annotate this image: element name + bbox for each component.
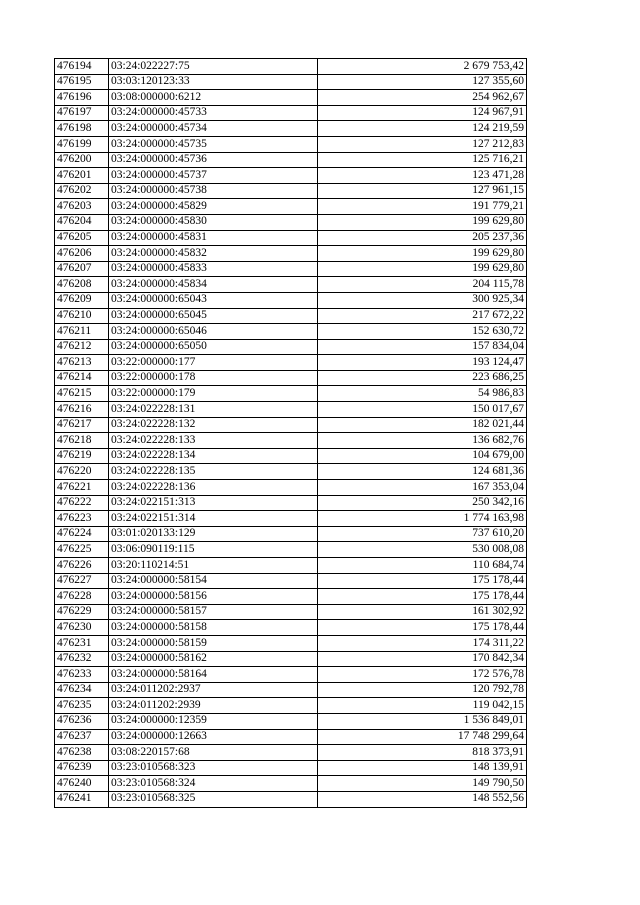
cadastral-number-cell: 03:24:000000:65046 [109, 324, 318, 340]
cadastral-number-cell: 03:08:220157:68 [109, 745, 318, 761]
cadastral-value-cell: 205 237,36 [318, 230, 527, 246]
row-number-cell: 476236 [55, 713, 109, 729]
table-row [55, 59, 527, 75]
cadastral-number-cell: 03:24:000000:58158 [109, 620, 318, 636]
row-number-cell: 476240 [55, 776, 109, 792]
row-number-cell: 476241 [55, 791, 109, 807]
row-number-cell: 476218 [55, 433, 109, 449]
cadastral-number-cell: 03:22:000000:178 [109, 370, 318, 386]
cadastral-value-cell: 1 536 849,01 [318, 713, 527, 729]
row-number-cell: 476224 [55, 526, 109, 542]
row-number-cell: 476233 [55, 667, 109, 683]
cadastral-value-cell: 172 576,78 [318, 667, 527, 683]
cadastral-value-cell: 125 716,21 [318, 152, 527, 168]
cadastral-value-cell: 124 681,36 [318, 464, 527, 480]
cadastral-value-cell: 161 302,92 [318, 604, 527, 620]
table-row [55, 355, 527, 371]
table-row [55, 183, 527, 199]
table-row [55, 90, 527, 106]
cadastral-value-cell: 199 629,80 [318, 246, 527, 262]
cadastral-number-cell: 03:24:022228:132 [109, 417, 318, 433]
table-row [55, 152, 527, 168]
table-row [55, 261, 527, 277]
cadastral-number-cell: 03:24:000000:45834 [109, 277, 318, 293]
table-row [55, 324, 527, 340]
cadastral-number-cell: 03:24:000000:45735 [109, 136, 318, 152]
table-row [55, 526, 527, 542]
row-number-cell: 476209 [55, 292, 109, 308]
table-row [55, 246, 527, 262]
cadastral-number-cell: 03:24:000000:45831 [109, 230, 318, 246]
row-number-cell: 476239 [55, 760, 109, 776]
table-row [55, 230, 527, 246]
table-row [55, 620, 527, 636]
cadastral-value-cell: 152 630,72 [318, 324, 527, 340]
row-number-cell: 476229 [55, 604, 109, 620]
table-row [55, 386, 527, 402]
row-number-cell: 476222 [55, 495, 109, 511]
row-number-cell: 476220 [55, 464, 109, 480]
cadastral-number-cell: 03:24:022227:75 [109, 59, 318, 75]
row-number-cell: 476195 [55, 74, 109, 90]
cadastral-value-cell: 148 139,91 [318, 760, 527, 776]
row-number-cell: 476206 [55, 246, 109, 262]
row-number-cell: 476203 [55, 199, 109, 215]
row-number-cell: 476216 [55, 402, 109, 418]
row-number-cell: 476196 [55, 90, 109, 106]
cadastral-number-cell: 03:23:010568:324 [109, 776, 318, 792]
table-row [55, 667, 527, 683]
cadastral-value-cell: 167 353,04 [318, 480, 527, 496]
cadastral-number-cell: 03:24:000000:45830 [109, 214, 318, 230]
cadastral-value-cell: 150 017,67 [318, 402, 527, 418]
row-number-cell: 476217 [55, 417, 109, 433]
table-row [55, 214, 527, 230]
row-number-cell: 476213 [55, 355, 109, 371]
table-row [55, 791, 527, 807]
cadastral-number-cell: 03:24:000000:58157 [109, 604, 318, 620]
table-row [55, 339, 527, 355]
row-number-cell: 476235 [55, 698, 109, 714]
cadastral-value-cell: 136 682,76 [318, 433, 527, 449]
cadastral-number-cell: 03:24:000000:45736 [109, 152, 318, 168]
cadastral-value-cell: 175 178,44 [318, 589, 527, 605]
table-row [55, 168, 527, 184]
cadastral-number-cell: 03:24:000000:45738 [109, 183, 318, 199]
row-number-cell: 476208 [55, 277, 109, 293]
cadastral-number-cell: 03:24:022228:131 [109, 402, 318, 418]
cadastral-value-cell: 175 178,44 [318, 573, 527, 589]
row-number-cell: 476219 [55, 448, 109, 464]
row-number-cell: 476204 [55, 214, 109, 230]
table-row [55, 495, 527, 511]
cadastral-number-cell: 03:24:022151:313 [109, 495, 318, 511]
table-row [55, 480, 527, 496]
row-number-cell: 476227 [55, 573, 109, 589]
table-row [55, 635, 527, 651]
table-row [55, 370, 527, 386]
cadastral-value-cell: 175 178,44 [318, 620, 527, 636]
cadastral-number-cell: 03:01:020133:129 [109, 526, 318, 542]
row-number-cell: 476197 [55, 105, 109, 121]
table-body [55, 59, 527, 808]
table-row [55, 776, 527, 792]
cadastral-value-cell: 120 792,78 [318, 682, 527, 698]
row-number-cell: 476225 [55, 542, 109, 558]
cadastral-value-cell: 149 790,50 [318, 776, 527, 792]
table-row [55, 589, 527, 605]
cadastral-number-cell: 03:24:022151:314 [109, 511, 318, 527]
cadastral-value-cell: 110 684,74 [318, 558, 527, 574]
cadastral-value-cell: 127 212,83 [318, 136, 527, 152]
row-number-cell: 476237 [55, 729, 109, 745]
cadastral-number-cell: 03:24:000000:45832 [109, 246, 318, 262]
cadastral-number-cell: 03:03:120123:33 [109, 74, 318, 90]
cadastral-value-cell: 204 115,78 [318, 277, 527, 293]
row-number-cell: 476232 [55, 651, 109, 667]
cadastral-value-cell: 530 008,08 [318, 542, 527, 558]
cadastral-value-cell: 199 629,80 [318, 261, 527, 277]
table-row [55, 542, 527, 558]
cadastral-number-cell: 03:24:000000:58162 [109, 651, 318, 667]
cadastral-number-cell: 03:23:010568:323 [109, 760, 318, 776]
cadastral-number-cell: 03:24:000000:45733 [109, 105, 318, 121]
cadastral-value-cell: 157 834,04 [318, 339, 527, 355]
cadastral-value-cell: 104 679,00 [318, 448, 527, 464]
cadastral-number-cell: 03:20:110214:51 [109, 558, 318, 574]
cadastral-number-cell: 03:24:000000:58154 [109, 573, 318, 589]
row-number-cell: 476234 [55, 682, 109, 698]
cadastral-value-cell: 17 748 299,64 [318, 729, 527, 745]
table-row [55, 745, 527, 761]
table-row [55, 417, 527, 433]
cadastral-value-cell: 127 355,60 [318, 74, 527, 90]
table-row [55, 402, 527, 418]
cadastral-number-cell: 03:24:000000:58156 [109, 589, 318, 605]
cadastral-number-cell: 03:24:000000:45734 [109, 121, 318, 137]
cadastral-number-cell: 03:24:000000:45737 [109, 168, 318, 184]
table-row [55, 729, 527, 745]
table-row [55, 433, 527, 449]
cadastral-value-cell: 254 962,67 [318, 90, 527, 106]
cadastral-number-cell: 03:24:000000:65043 [109, 292, 318, 308]
cadastral-number-cell: 03:24:022228:133 [109, 433, 318, 449]
cadastral-value-cell: 170 842,34 [318, 651, 527, 667]
cadastral-number-cell: 03:24:011202:2937 [109, 682, 318, 698]
cadastral-number-cell: 03:24:022228:136 [109, 480, 318, 496]
table-row [55, 698, 527, 714]
cadastral-value-cell: 123 471,28 [318, 168, 527, 184]
row-number-cell: 476212 [55, 339, 109, 355]
cadastral-number-cell: 03:23:010568:325 [109, 791, 318, 807]
table-row [55, 121, 527, 137]
cadastral-value-cell: 217 672,22 [318, 308, 527, 324]
row-number-cell: 476200 [55, 152, 109, 168]
row-number-cell: 476207 [55, 261, 109, 277]
cadastral-value-cell: 54 986,83 [318, 386, 527, 402]
cadastral-value-cell: 250 342,16 [318, 495, 527, 511]
cadastral-value-cell: 119 042,15 [318, 698, 527, 714]
row-number-cell: 476226 [55, 558, 109, 574]
cadastral-number-cell: 03:22:000000:179 [109, 386, 318, 402]
row-number-cell: 476194 [55, 59, 109, 75]
cadastral-number-cell: 03:24:011202:2939 [109, 698, 318, 714]
cadastral-number-cell: 03:06:090119:115 [109, 542, 318, 558]
table-row [55, 448, 527, 464]
table-row [55, 713, 527, 729]
cadastral-number-cell: 03:24:022228:135 [109, 464, 318, 480]
row-number-cell: 476214 [55, 370, 109, 386]
table-row [55, 308, 527, 324]
row-number-cell: 476223 [55, 511, 109, 527]
cadastral-value-cell: 199 629,80 [318, 214, 527, 230]
row-number-cell: 476198 [55, 121, 109, 137]
row-number-cell: 476205 [55, 230, 109, 246]
cadastral-value-cell: 193 124,47 [318, 355, 527, 371]
row-number-cell: 476201 [55, 168, 109, 184]
row-number-cell: 476215 [55, 386, 109, 402]
cadastral-value-cell: 191 779,21 [318, 199, 527, 215]
cadastral-value-cell: 148 552,56 [318, 791, 527, 807]
table-row [55, 604, 527, 620]
cadastral-value-cell: 1 774 163,98 [318, 511, 527, 527]
cadastral-value-cell: 182 021,44 [318, 417, 527, 433]
cadastral-number-cell: 03:24:000000:58159 [109, 635, 318, 651]
table-row [55, 199, 527, 215]
cadastral-value-cell: 124 967,91 [318, 105, 527, 121]
row-number-cell: 476230 [55, 620, 109, 636]
row-number-cell: 476238 [55, 745, 109, 761]
cadastral-number-cell: 03:24:000000:12663 [109, 729, 318, 745]
table-row [55, 74, 527, 90]
table-row [55, 105, 527, 121]
table-row [55, 760, 527, 776]
cadastral-number-cell: 03:22:000000:177 [109, 355, 318, 371]
cadastral-value-cell: 300 925,34 [318, 292, 527, 308]
table-row [55, 558, 527, 574]
cadastral-value-cell: 737 610,20 [318, 526, 527, 542]
table-row [55, 682, 527, 698]
cadastral-number-cell: 03:24:000000:12359 [109, 713, 318, 729]
cadastral-number-cell: 03:24:000000:58164 [109, 667, 318, 683]
cadastral-value-cell: 818 373,91 [318, 745, 527, 761]
cadastral-number-cell: 03:24:000000:45833 [109, 261, 318, 277]
table-row [55, 651, 527, 667]
table-row [55, 573, 527, 589]
table-row [55, 277, 527, 293]
cadastral-value-cell: 174 311,22 [318, 635, 527, 651]
row-number-cell: 476228 [55, 589, 109, 605]
cadastral-number-cell: 03:24:022228:134 [109, 448, 318, 464]
cadastral-value-cell: 223 686,25 [318, 370, 527, 386]
row-number-cell: 476221 [55, 480, 109, 496]
cadastral-number-cell: 03:24:000000:45829 [109, 199, 318, 215]
cadastral-value-table [54, 58, 527, 808]
cadastral-value-cell: 127 961,15 [318, 183, 527, 199]
row-number-cell: 476210 [55, 308, 109, 324]
cadastral-value-cell: 124 219,59 [318, 121, 527, 137]
row-number-cell: 476231 [55, 635, 109, 651]
row-number-cell: 476202 [55, 183, 109, 199]
row-number-cell: 476199 [55, 136, 109, 152]
row-number-cell: 476211 [55, 324, 109, 340]
cadastral-number-cell: 03:08:000000:6212 [109, 90, 318, 106]
table-row [55, 511, 527, 527]
cadastral-number-cell: 03:24:000000:65050 [109, 339, 318, 355]
table-row [55, 292, 527, 308]
cadastral-value-cell: 2 679 753,42 [318, 59, 527, 75]
table-row [55, 464, 527, 480]
table-row [55, 136, 527, 152]
cadastral-number-cell: 03:24:000000:65045 [109, 308, 318, 324]
